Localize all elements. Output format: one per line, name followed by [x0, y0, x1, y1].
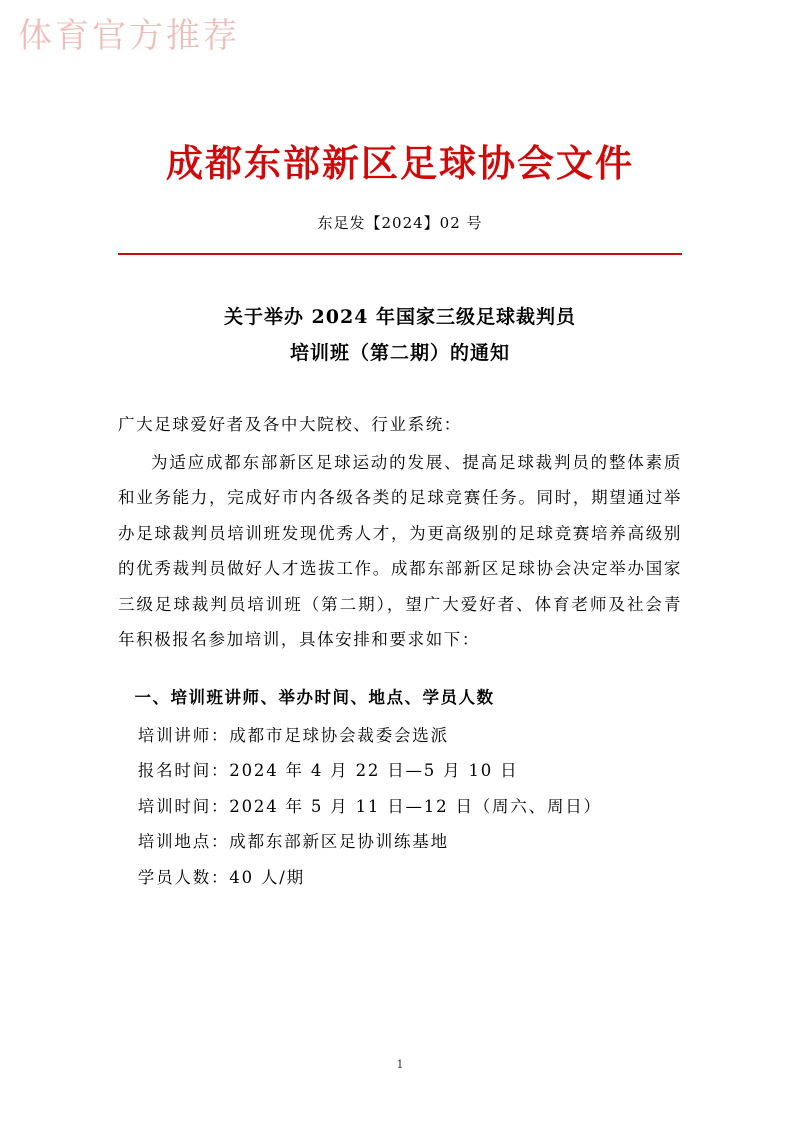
salutation: 广大足球爱好者及各中大院校、行业系统： [118, 415, 462, 435]
list-item: 培训讲师：成都市足球协会裁委会选派 [137, 725, 449, 745]
watermark-text: 体育官方推荐 [18, 16, 240, 56]
list-item: 培训时间：2024 年 5 月 11 日—12 日（周六、周日） [137, 796, 602, 816]
body-paragraph: 为适应成都东部新区足球运动的发展、提高足球裁判员的整体素质和业务能力，完成好市内各级各类的足球竞赛任务。同时，期望通过举办足球裁判员培训班发现优秀人才，为更高级别的足球竞赛培养高级别的优秀裁判员做好人才选拔工作。成都东部新区足球协会决定举办国家三级足球裁判员培训班（第二期），望广大爱好者、体育老师及社会青年积极报名参加培训，具体安排和要求如下： [118, 452, 682, 650]
subject-line-2: 培训班（第二期）的通知 [289, 342, 510, 365]
list-item: 学员人数：40 人/期 [137, 867, 305, 887]
header-divider [118, 253, 682, 255]
document-subject [118, 299, 682, 371]
subject-line-1: 关于举办 2024 年国家三级足球裁判员 [223, 306, 577, 329]
list-item: 培训地点：成都东部新区足协训练基地 [137, 832, 449, 852]
list-item: 报名时间：2024 年 4 月 22 日—5 月 10 日 [137, 761, 519, 781]
document-number: 东足发【2024】02 号 [317, 214, 483, 233]
document-header [118, 140, 682, 255]
section-heading-one: 一、培训班讲师、举办时间、地点、学员人数 [134, 687, 495, 707]
section-one-list [118, 718, 682, 895]
document-body [118, 407, 682, 657]
page-number: 1 [396, 1058, 404, 1071]
page-title: 成都东部新区足球协会文件 [166, 141, 634, 185]
